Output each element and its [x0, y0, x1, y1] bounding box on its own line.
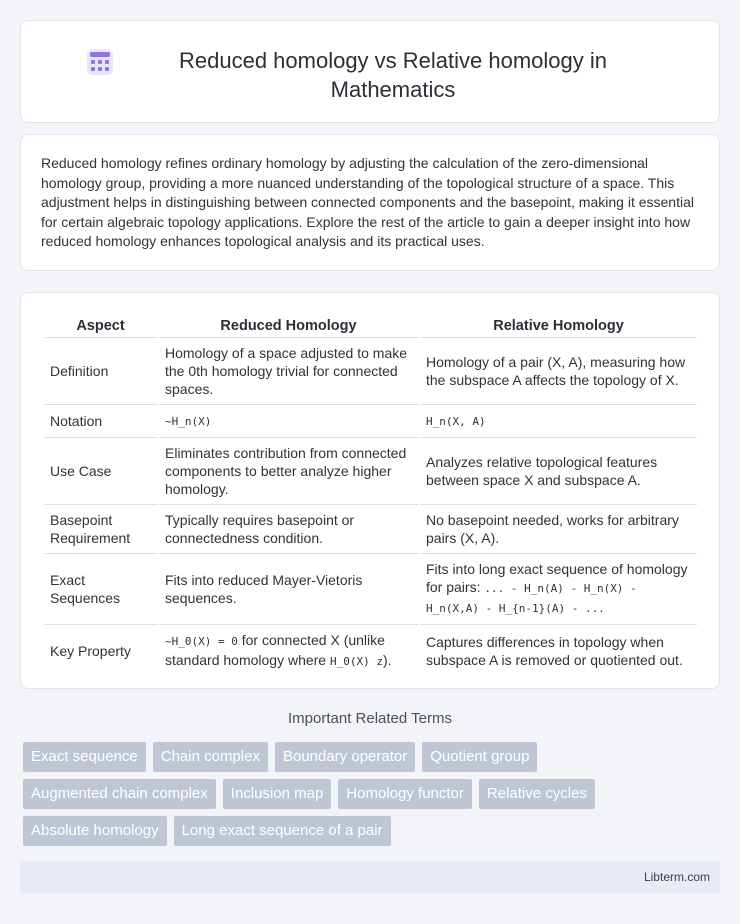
- intro-text: Reduced homology refines ordinary homology by adjusting the calculation of the zero-dimensional homology group, providing a more nuanced understanding of the topological structure of a space. This adjustment helps in distinguishing between connected components and the basepoint, making it essential for certain algebraic topology applications. Explore the rest of the article to gain a deeper insight into how reduced homology enhances topological analysis and its practical uses.: [41, 155, 694, 250]
- aspect-cell: Definition: [44, 338, 157, 405]
- related-terms-title: Important Related Terms: [288, 710, 452, 727]
- reduced-cell: Eliminates contribution from connected components to better analyze higher homology.: [159, 438, 418, 505]
- header-relative: Relative Homology: [420, 313, 697, 338]
- aspect-cell: Key Property: [50, 643, 131, 659]
- header-aspect: Aspect: [44, 313, 157, 338]
- table-row: [44, 554, 697, 625]
- reduced-property-code: ~H_0(X) = 0: [165, 635, 238, 648]
- related-term-tag[interactable]: Augmented chain complex: [23, 779, 216, 809]
- table-row: [44, 438, 697, 505]
- related-term-tag[interactable]: Quotient group: [422, 742, 537, 772]
- related-term-tag[interactable]: Boundary operator: [275, 742, 415, 772]
- aspect-cell: Notation: [44, 405, 157, 438]
- standard-homology-code: H_0(X) z: [330, 655, 383, 668]
- aspect-cell: Basepoint Requirement: [44, 505, 157, 554]
- table-row: [44, 625, 697, 677]
- reduced-notation: ~H_n(X): [165, 415, 212, 428]
- relative-text: Fits into long exact sequence of homology for pairs:: [426, 561, 688, 595]
- intro-card: [20, 134, 720, 271]
- reduced-property-text: for connected X (unlike standard homology where: [165, 632, 385, 668]
- comparison-table-card: [20, 292, 720, 689]
- related-term-tag[interactable]: Homology functor: [338, 779, 472, 809]
- relative-sequence: ... - H_n(A) - H_n(X) - H_n(X,A) - H_{n-1}(A) - ...: [426, 582, 637, 615]
- header-reduced: Reduced Homology: [159, 313, 418, 338]
- footer-site-link[interactable]: Libterm.com: [643, 870, 710, 884]
- related-term-tag[interactable]: Long exact sequence of a pair: [174, 816, 391, 846]
- relative-notation: H_n(X, A): [426, 415, 486, 428]
- related-term-tag[interactable]: Chain complex: [153, 742, 268, 772]
- related-terms-list: [23, 742, 723, 853]
- reduced-property-end: ).: [382, 652, 392, 668]
- header-card: [20, 20, 720, 123]
- related-term-tag[interactable]: Exact sequence: [23, 742, 146, 772]
- relative-cell: Captures differences in topology when subspace A is removed or quotiented out.: [426, 634, 683, 668]
- table-row: [44, 405, 697, 438]
- relative-cell: No basepoint needed, works for arbitrary pairs (X, A).: [420, 505, 697, 554]
- aspect-cell: Exact Sequences: [44, 554, 157, 625]
- reduced-cell: Fits into reduced Mayer-Vietoris sequences.: [159, 554, 418, 625]
- relative-cell: Homology of a pair (X, A), measuring how the subspace A affects the topology of X.: [420, 338, 697, 405]
- related-term-tag[interactable]: Inclusion map: [223, 779, 332, 809]
- reduced-cell: Typically requires basepoint or connectedness condition.: [159, 505, 418, 554]
- table-row: [44, 338, 697, 405]
- page-title: Reduced homology vs Relative homology in Mathematics: [178, 48, 607, 102]
- table-row: [44, 505, 697, 554]
- relative-cell: Analyzes relative topological features between space X and subspace A.: [420, 438, 697, 505]
- related-term-tag[interactable]: Relative cycles: [479, 779, 595, 809]
- relative-cell: [420, 554, 697, 625]
- comparison-table: [42, 313, 699, 677]
- aspect-cell: Use Case: [44, 438, 157, 505]
- calendar-icon: [87, 49, 113, 75]
- footer: [20, 861, 720, 894]
- reduced-cell: Homology of a space adjusted to make the 0th homology trivial for connected spaces.: [159, 338, 418, 405]
- reduced-cell: [159, 405, 418, 438]
- table-header-row: [44, 313, 697, 338]
- reduced-cell: [159, 625, 418, 677]
- relative-cell: [420, 405, 697, 438]
- related-term-tag[interactable]: Absolute homology: [23, 816, 167, 846]
